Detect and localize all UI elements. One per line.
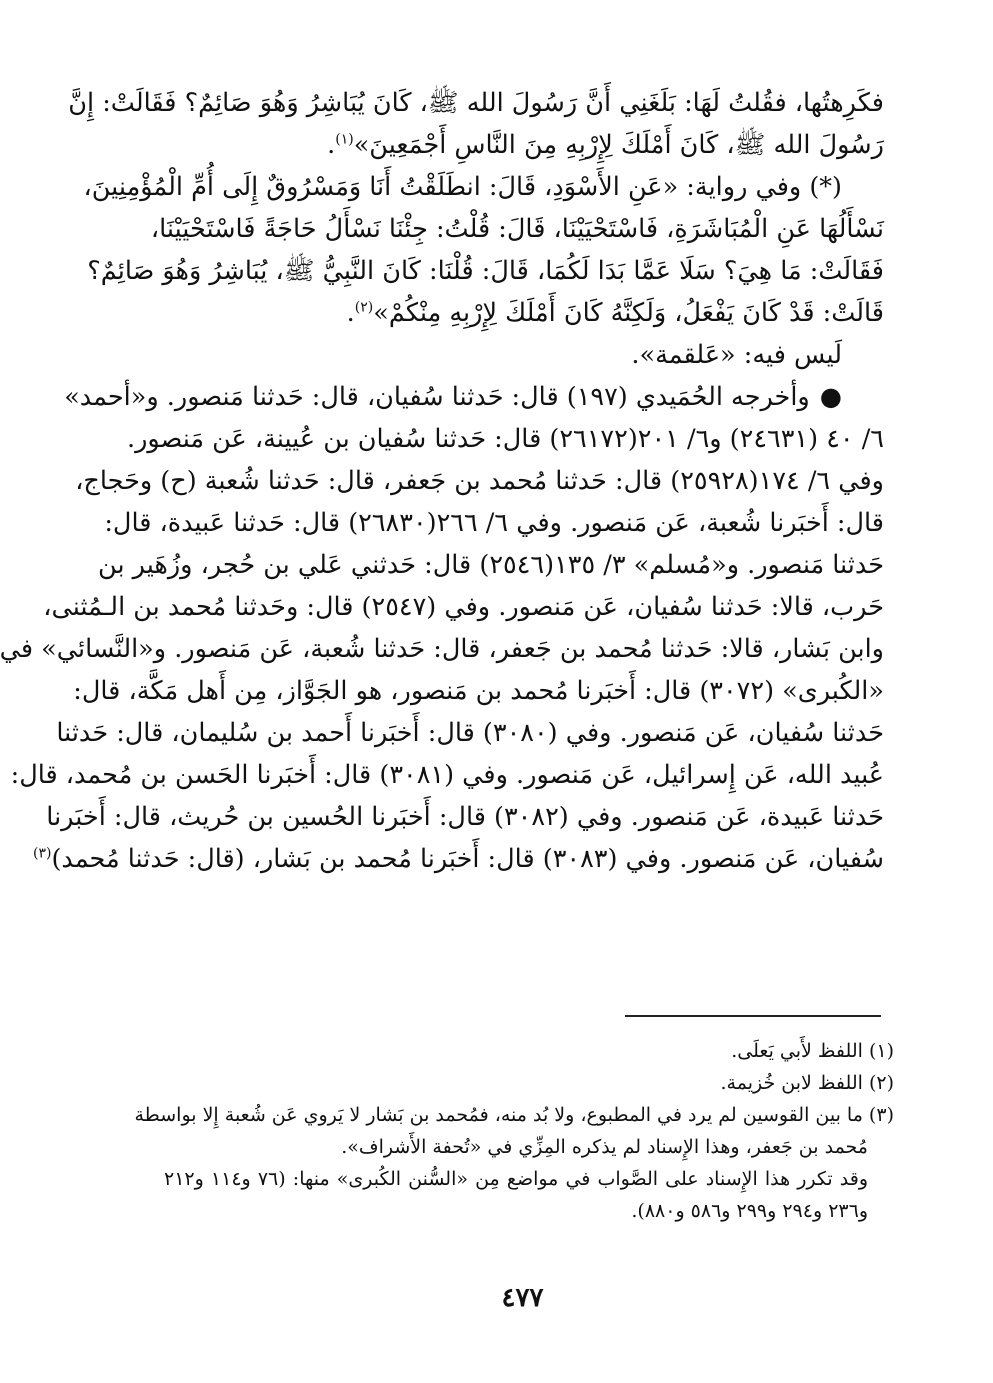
- text-line: حَدثنا سُفيان، عَن مَنصور. وفي (٣٠٨٠) قال: أَخبَرنا أَحمد بن سُليمان، قال: حَدثنا: [56, 718, 884, 748]
- footnote-ref: (٣): [33, 845, 52, 862]
- footnote-ref: (٢): [354, 299, 374, 316]
- footnote-ref: (١): [335, 131, 354, 148]
- text-line: لَيس فيه: «عَلقمة».: [631, 340, 842, 370]
- text-line: (*) وفي رواية: «عَنِ الأَسْوَدِ، قَالَ: انطَلَقْتُ أَنَا وَمَسْرُوقٌ إِلَى أُمِّ الْمُؤْمِنِينَ،: [83, 172, 842, 202]
- footnote-divider: [625, 1015, 881, 1017]
- text-line: فَقَالَتْ: مَا هِيَ؟ سَلَا عَمَّا بَدَا لَكُمَا، قَالَ: قُلْنَا: كَانَ النَّبِيُّ ﷺ، يُبَاشِرُ وَهُوَ صَائِمٌ؟: [87, 256, 884, 286]
- text-line: «الكُبرى» (٣٠٧٢) قال: أَخبَرنا مُحمد بن مَنصور، هو الجَوَّاز، مِن أَهل مَكَّة، قال:: [73, 676, 884, 706]
- footnote-continuation: مُحمد بن جَعفر، وهذا الإِسناد لم يذكره المِزِّي في «تُحفة الأَشراف».: [341, 1136, 868, 1158]
- text-line: فكَرِهتُها، فقُلتُ لَهَا: بَلَغَنِي أَنَّ رَسُولَ الله ﷺ، كَانَ يُبَاشِرُ وَهُوَ صَائِمٌ؟ فَقَالَتْ: إِنَّ: [68, 88, 884, 118]
- text-line: سُفيان، عَن مَنصور. وفي (٣٠٨٣) قال: أَخبَرنا مُحمد بن بَشار، (قال: حَدثنا مُحمد)$^{(٣)}$: [33, 844, 884, 874]
- text-line: حَرب، قالا: حَدثنا سُفيان، عَن مَنصور. وفي (٢٥٤٧) قال: وحَدثنا مُحمد بن الـمُثنى،: [43, 592, 884, 622]
- main-text: [0, 82, 884, 880]
- text-line: رَسُولَ الله ﷺ، كَانَ أَمْلَكَ لِإِرْبِهِ مِنَ النَّاسِ أَجْمَعِينَ»$^{(١)}$.: [327, 130, 884, 160]
- footnote: (١) اللفظ لأَبي يَعلَى.: [731, 1040, 894, 1062]
- text-line: قَالَتْ: قَدْ كَانَ يَفْعَلُ، وَلَكِنَّهُ كَانَ أَمْلَكَ لِإِرْبِهِ مِنْكُمْ»$^{(٢)}$.: [346, 298, 884, 328]
- text-line: وابن بَشار، قالا: حَدثنا مُحمد بن جَعفر، قال: حَدثنا شُعبة، عَن مَنصور. و«النَّسائي» في: [0, 634, 884, 664]
- page-number: ٤٧٧: [501, 1283, 544, 1313]
- text-line: نَسْأَلُهَا عَنِ الْمُبَاشَرَةِ، فَاسْتَحْيَيْنَا، قَالَ: قُلْتُ: جِئْنَا نَسْأَلُ حَاجَةً فَاسْتَحْيَيْنَا،: [150, 214, 884, 244]
- footnote: (٣) ما بين القوسين لم يرد في المطبوع، ولا بُد منه، فمُحمد بن بَشار لا يَروي عَن شُعبة إِلا بواسطة: [134, 1104, 894, 1126]
- text-line: وفي ٦/ ١٧٤(٢٥٩٢٨) قال: حَدثنا مُحمد بن جَعفر، قال: حَدثنا شُعبة (ح) وحَجاج،: [75, 466, 884, 496]
- text-line: قال: أَخبَرنا شُعبة، عَن مَنصور. وفي ٦/ ٢٦٦(٢٦٨٣٠) قال: حَدثنا عَبيدة، قال:: [104, 508, 884, 538]
- text-line: عُبيد الله، عَن إِسرائيل، عَن مَنصور. وفي (٣٠٨١) قال: أَخبَرنا الحَسن بن مُحمد، قال:: [10, 760, 884, 790]
- text-line: ●وأخرجه الحُمَيدي (١٩٧) قال: حَدثنا سُفيان، قال: حَدثنا مَنصور. و«أحمد»: [164, 376, 884, 418]
- text-line: ٦/ ٤٠ (٢٤٦٣١) و٦/ ٢٠١(٢٦١٧٢) قال: حَدثنا سُفيان بن عُيينة، عَن مَنصور.: [126, 424, 884, 454]
- text-line: حَدثنا مَنصور. و«مُسلم» ٣/ ١٣٥(٢٥٤٦) قال: حَدثني عَلي بن حُجر، وزُهَير بن: [98, 550, 884, 580]
- bullet-icon: ●: [819, 382, 842, 412]
- footnotes: [134, 1035, 894, 1227]
- footnote-continuation: وقد تكرر هذا الإِسناد على الصَّواب في مواضع مِن «السُّنن الكُبرى» منها: (٧٦ و١١٤ و٢١٢: [164, 1168, 869, 1190]
- text-line: حَدثنا عَبيدة، عَن مَنصور. وفي (٣٠٨٢) قال: أَخبَرنا الحُسين بن حُريث، قال: أَخبَرنا: [46, 802, 884, 832]
- footnote-continuation: و٢٣٦ و٢٩٤ و٢٩٩ و٥٨٦ و٨٨٠).: [631, 1200, 868, 1222]
- footnote: (٢) اللفظ لابن خُزيمة.: [720, 1072, 894, 1094]
